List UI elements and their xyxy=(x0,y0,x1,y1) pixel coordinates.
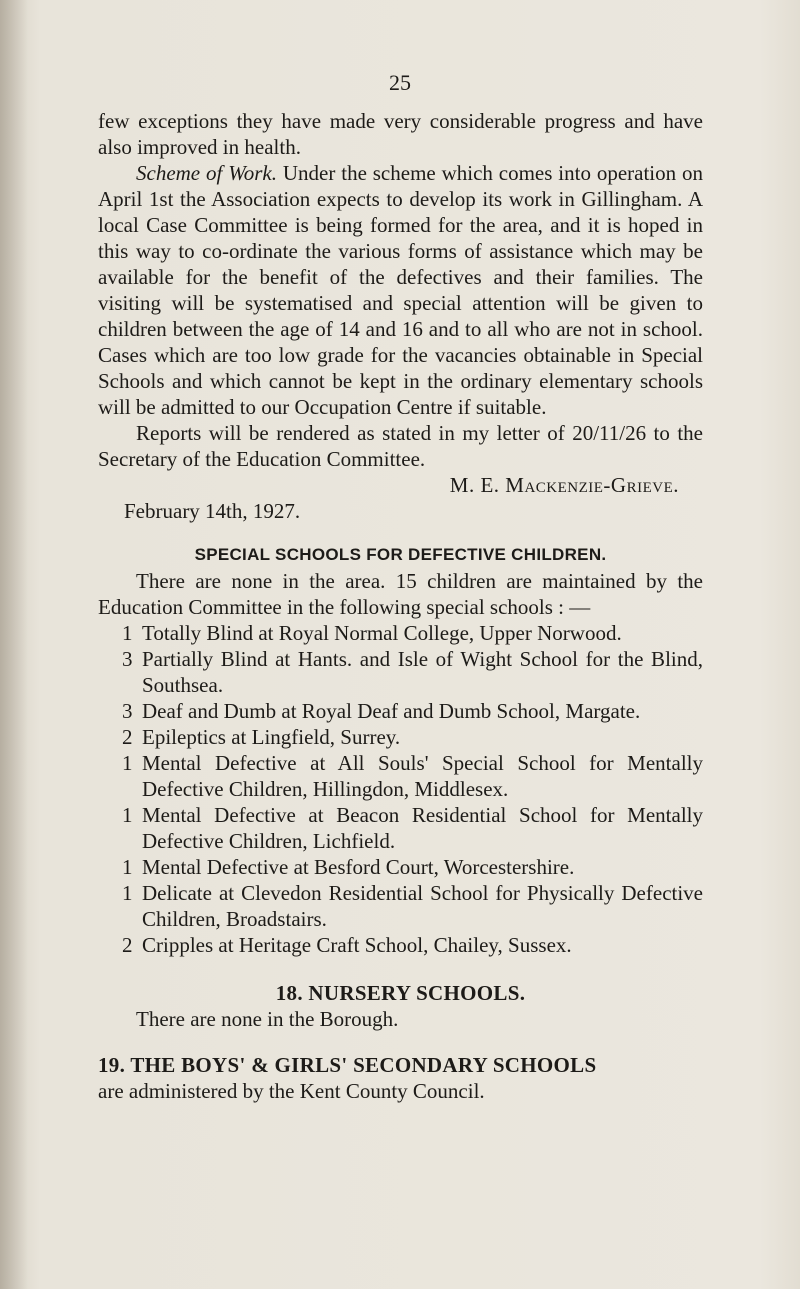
list-item-text: Mental Defective at Beacon Residential School for Mentally Defective Children, Lichfield. xyxy=(142,803,703,853)
signature: M. E. Mackenzie-Grieve. xyxy=(449,473,679,497)
paragraph-special-intro: There are none in the area. 15 children are maintained by the Education Committee in the following special schools : — xyxy=(98,569,703,619)
list-item-count: 2 xyxy=(122,933,133,957)
section-heading-special-schools: SPECIAL SCHOOLS FOR DEFECTIVE CHILDREN. xyxy=(194,545,607,564)
list-item-text: Epileptics at Lingfield, Surrey. xyxy=(142,725,401,749)
signature-date: February 14th, 1927. xyxy=(124,499,301,523)
list-item-count: 1 xyxy=(122,751,133,775)
list-item xyxy=(98,802,703,854)
page-number: 25 xyxy=(389,70,411,95)
paragraph-scheme xyxy=(98,160,703,420)
list-item-count: 1 xyxy=(122,881,133,905)
list-item xyxy=(98,724,703,750)
list-item xyxy=(98,620,703,646)
list-item-text: Delicate at Clevedon Residential School for Physically Defective Children, Broadstairs. xyxy=(142,881,703,931)
paragraph-reports: Reports will be rendered as stated in my letter of 20/11/26 to the Secretary of the Education Committee. xyxy=(98,421,703,471)
paragraph-secondary: are administered by the Kent County Council. xyxy=(98,1079,485,1103)
list-item-text: Deaf and Dumb at Royal Deaf and Dumb School, Margate. xyxy=(142,699,641,723)
binding-shadow xyxy=(0,0,28,1289)
list-item-text: Mental Defective at Besford Court, Worcestershire. xyxy=(142,855,575,879)
section-heading-nursery: 18. NURSERY SCHOOLS. xyxy=(275,981,526,1005)
special-schools-list xyxy=(98,620,703,958)
list-item xyxy=(98,750,703,802)
section-heading-secondary: 19. THE BOYS' & GIRLS' SECONDARY SCHOOLS xyxy=(98,1053,597,1077)
paragraph-nursery: There are none in the Borough. xyxy=(136,1007,399,1031)
list-item-text: Cripples at Heritage Craft School, Chailey, Sussex. xyxy=(142,933,572,957)
list-item-count: 1 xyxy=(122,621,133,645)
list-item-count: 3 xyxy=(122,699,133,723)
list-item xyxy=(98,698,703,724)
list-item xyxy=(98,646,703,698)
list-item-count: 1 xyxy=(122,803,133,827)
list-item-text: Totally Blind at Royal Normal College, Upper Norwood. xyxy=(142,621,622,645)
list-item-count: 1 xyxy=(122,855,133,879)
list-item-count: 3 xyxy=(122,647,133,671)
page-body xyxy=(98,108,703,1104)
paragraph-progress: few exceptions they have made very considerable progress and have also improved in health. xyxy=(98,109,703,159)
list-item-text: Mental Defective at All Souls' Special School for Mentally Defective Children, Hillingdon, Middlesex. xyxy=(142,751,703,801)
list-item xyxy=(98,854,703,880)
scheme-text: Under the scheme which comes into operation on April 1st the Association expects to develop its work in Gillingham. A local Case Committee is being formed for the area, and it is hoped in this way to co-ordinate the various forms of assistance which may be available for the benefit of the defectives and their families. The visiting will be systematised and special attention will be given to children between the age of 14 and 16 and to all who are not in school. Cases which are too low grade for the vacancies obtainable in Special Schools and which cannot be kept in the ordinary elementary schools will be admitted to our Occupation Centre if suitable. xyxy=(98,161,703,419)
list-item-count: 2 xyxy=(122,725,133,749)
scheme-label: Scheme of Work. xyxy=(136,161,278,185)
list-item-text: Partially Blind at Hants. and Isle of Wight School for the Blind, Southsea. xyxy=(142,647,703,697)
list-item xyxy=(98,932,703,958)
list-item xyxy=(98,880,703,932)
